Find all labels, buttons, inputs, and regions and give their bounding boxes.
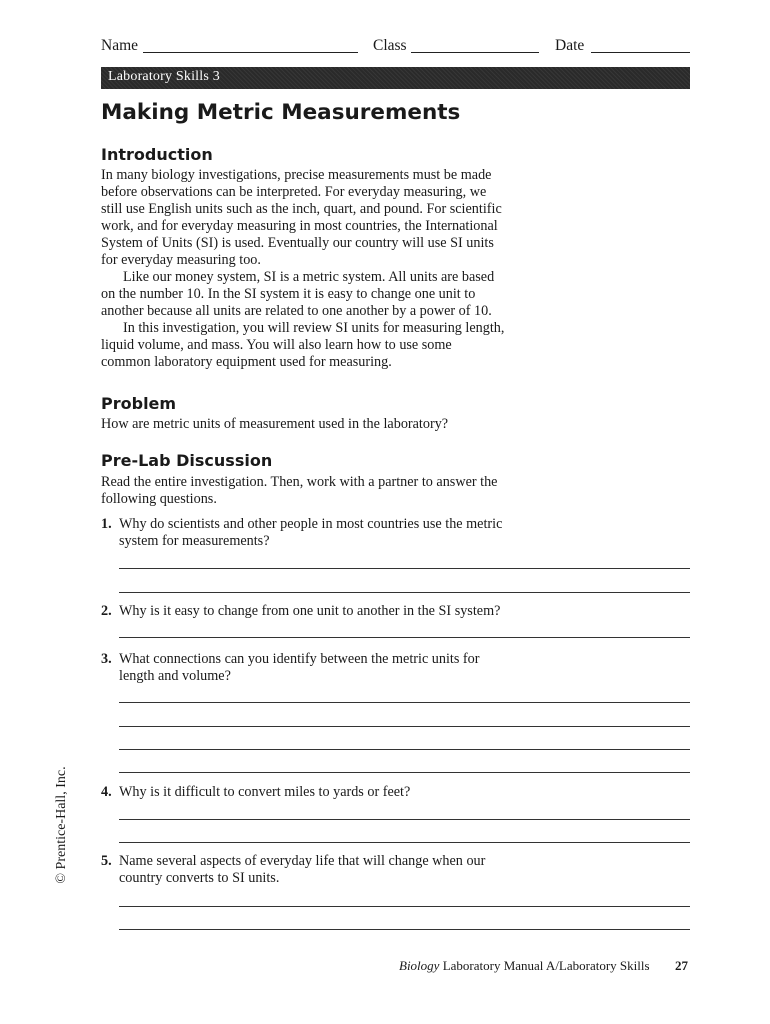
- question-number: 5.: [101, 853, 112, 869]
- prelab-heading: Pre-Lab Discussion: [101, 451, 273, 470]
- question-text: Why is it difficult to convert miles to yards or feet?: [119, 784, 411, 800]
- question-number: 1.: [101, 516, 112, 532]
- prelab-intro-line: Read the entire investigation. Then, work with a partner to answer the: [101, 474, 498, 490]
- problem-heading: Problem: [101, 394, 177, 413]
- banner-label: Laboratory Skills 3: [108, 69, 220, 84]
- footer-book-title: Biology: [399, 958, 440, 973]
- name-label: Name: [101, 37, 139, 54]
- class-label: Class: [373, 37, 407, 54]
- answer-line[interactable]: [119, 819, 690, 820]
- answer-line[interactable]: [119, 702, 690, 703]
- intro-line: another because all units are related to one another by a power of 10.: [101, 303, 492, 319]
- question-text: Name several aspects of everyday life that will change when our: [119, 853, 486, 869]
- intro-line: System of Units (SI) is used. Eventually our country will use SI units: [101, 235, 494, 251]
- answer-line[interactable]: [119, 726, 690, 727]
- intro-line: work, and for everyday measuring in most countries, the International: [101, 218, 498, 234]
- question-text: Why is it easy to change from one unit to another in the SI system?: [119, 603, 501, 619]
- name-field[interactable]: [143, 52, 358, 53]
- page-number: 27: [675, 958, 688, 973]
- intro-line: common laboratory equipment used for measuring.: [101, 354, 392, 370]
- answer-line[interactable]: [119, 929, 690, 930]
- question-number: 3.: [101, 651, 112, 667]
- intro-line: In this investigation, you will review SI units for measuring length,: [123, 320, 505, 336]
- answer-line[interactable]: [119, 637, 690, 638]
- question-text: What connections can you identify between the metric units for: [119, 651, 480, 667]
- intro-line: on the number 10. In the SI system it is easy to change one unit to: [101, 286, 476, 302]
- introduction-heading: Introduction: [101, 145, 213, 164]
- copyright-wrapper: [54, 745, 74, 905]
- date-field[interactable]: [591, 52, 690, 53]
- problem-text: How are metric units of measurement used in the laboratory?: [101, 416, 449, 432]
- answer-line[interactable]: [119, 906, 690, 907]
- class-field[interactable]: [411, 52, 539, 53]
- page-title: Making Metric Measurements: [101, 100, 461, 125]
- answer-line[interactable]: [119, 592, 690, 593]
- question-text: length and volume?: [119, 668, 231, 684]
- question-text: system for measurements?: [119, 533, 270, 549]
- question-text: country converts to SI units.: [119, 870, 280, 886]
- question-number: 2.: [101, 603, 112, 619]
- intro-line: for everyday measuring too.: [101, 252, 261, 268]
- prelab-intro-line: following questions.: [101, 491, 217, 507]
- answer-line[interactable]: [119, 568, 690, 569]
- copyright-notice: © Prentice-Hall, Inc.: [54, 766, 69, 884]
- intro-line: before observations can be interpreted. For everyday measuring, we: [101, 184, 487, 200]
- footer-text: [399, 958, 650, 974]
- answer-line[interactable]: [119, 772, 690, 773]
- answer-line[interactable]: [119, 842, 690, 843]
- intro-line: In many biology investigations, precise measurements must be made: [101, 167, 492, 183]
- date-label: Date: [555, 37, 585, 54]
- intro-line: Like our money system, SI is a metric system. All units are based: [123, 269, 495, 285]
- question-number: 4.: [101, 784, 112, 800]
- intro-line: still use English units such as the inch, quart, and pound. For scientific: [101, 201, 502, 217]
- footer-manual: Laboratory Manual A/Laboratory Skills: [442, 958, 650, 973]
- intro-line: liquid volume, and mass. You will also learn how to use some: [101, 337, 452, 353]
- question-text: Why do scientists and other people in most countries use the metric: [119, 516, 503, 532]
- answer-line[interactable]: [119, 749, 690, 750]
